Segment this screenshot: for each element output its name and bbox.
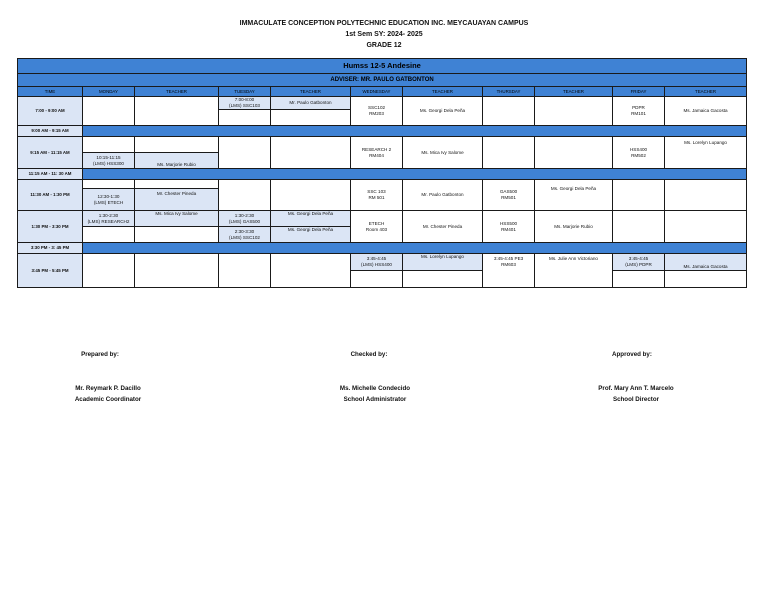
schedule-cell: [613, 211, 665, 243]
break-row: [18, 126, 747, 137]
schedule-cell: 3:45-4:45 (LMS) PDPR: [613, 254, 665, 271]
teacher-cell: Ms. Mica Ivy Salome: [135, 211, 219, 227]
schedule-cell: 7:00-8:00 (LMS) SSC103: [219, 97, 271, 110]
adviser-label: ADVISER: MR. PAULO GATBONTON: [18, 74, 747, 87]
schedule-cell: RESEARCH 2 RM404: [351, 137, 403, 169]
teacher-cell: [135, 180, 219, 189]
schedule-cell: [219, 110, 271, 126]
time-slot: 1:30 PM - 3:30 PM: [18, 211, 83, 243]
col-header: FRIDAY: [613, 87, 665, 97]
signatory-title: Academic Coordinator: [74, 396, 142, 403]
schedule-cell: [83, 227, 135, 243]
col-header: TEACHER: [135, 87, 219, 97]
teacher-cell: Mr. Paulo Gatbonton: [271, 97, 351, 110]
approved-signatory: [546, 385, 726, 403]
teacher-cell: Ms. Lorelyn Lupango: [665, 137, 747, 169]
col-header: TEACHER: [665, 87, 747, 97]
checked-signatory: [285, 385, 465, 403]
table-row: [18, 254, 747, 271]
schedule-cell: 3:45-4:45 (LMS) HSS400: [351, 254, 403, 271]
time-slot: 7:00 - 9:00 AM: [18, 97, 83, 126]
schedule-cell: [83, 254, 135, 288]
schedule-cell: HSS500 RM401: [483, 211, 535, 243]
col-header: TUESDAY: [219, 87, 271, 97]
break-band: [83, 243, 747, 254]
schedule-cell: 12:30-1:30 (LMS) ETECH: [83, 189, 135, 211]
prepared-signatory: [18, 385, 198, 403]
class-schedule-table: [17, 58, 747, 288]
break-band: [83, 169, 747, 180]
teacher-cell: [271, 180, 351, 211]
schedule-cell: 10:15-11:15 (LMS) HSS300: [83, 153, 135, 169]
table-row: [18, 97, 747, 110]
schedule-cell: [483, 97, 535, 126]
column-headers: [18, 87, 747, 97]
teacher-cell: [665, 180, 747, 211]
col-header: WEDNESDAY: [351, 87, 403, 97]
section-title: Humss 12-5 Andesine: [18, 59, 747, 74]
teacher-cell: Ms. Georgi Dela Peña: [535, 180, 613, 211]
schedule-cell: HSS400 RM502: [613, 137, 665, 169]
teacher-cell: Ms. Jamaica Gacosta: [665, 254, 747, 271]
signatory-title: School Director: [612, 396, 660, 403]
break-band: [83, 126, 747, 137]
schedule-cell: [219, 137, 271, 169]
table-row: [18, 137, 747, 153]
grade-label: GRADE 12: [366, 42, 402, 49]
signatory-name: Mr. Reymark P. Dacillo: [75, 385, 141, 392]
col-header: TEACHER: [535, 87, 613, 97]
teacher-cell: Ms. Lorelyn Lupango: [403, 254, 483, 271]
teacher-cell: Ms. Georgi Dela Peña: [271, 227, 351, 243]
teacher-cell: [665, 211, 747, 243]
col-header: TEACHER: [403, 87, 483, 97]
table-row: [18, 180, 747, 189]
signatory-title: School Administrator: [343, 396, 407, 403]
schedule-cell: [83, 180, 135, 189]
schedule-cell: [483, 137, 535, 169]
teacher-cell: [135, 137, 219, 153]
col-header: THURSDAY: [483, 87, 535, 97]
school-name: IMMACULATE CONCEPTION POLYTECHNIC EDUCATION INC. MEYCAUAYAN CAMPUS: [239, 20, 529, 27]
schedule-cell: ETECH Room 403: [351, 211, 403, 243]
semester-label: 1st Sem SY: 2024- 2025: [345, 31, 423, 38]
prepared-by-label: Prepared by:: [81, 351, 119, 358]
time-slot: 9:15 AM - 11:15 AM: [18, 137, 83, 169]
break-row: [18, 243, 747, 254]
teacher-cell: [135, 97, 219, 126]
schedule-cell: GAS500 RM501: [483, 180, 535, 211]
teacher-cell: [665, 271, 747, 288]
schedule-cell: SSC102 RM203: [351, 97, 403, 126]
teacher-cell: Ms. Julie Ann Victoriano: [535, 254, 613, 288]
teacher-cell: Ms. Marjorie Rubio: [535, 211, 613, 243]
signatory-name: Prof. Mary Ann T. Marcelo: [598, 385, 674, 392]
time-slot: 3:30 PM - 3: 45 PM: [18, 243, 83, 254]
table-row: [18, 211, 747, 227]
approved-by-label: Approved by:: [612, 351, 652, 358]
teacher-cell: [403, 271, 483, 288]
schedule-cell: [83, 97, 135, 126]
teacher-cell: [271, 110, 351, 126]
time-slot: 3:45 PM - 5:45 PM: [18, 254, 83, 288]
col-header: TIME: [18, 87, 83, 97]
time-slot: 9:00 AM - 9:15 AM: [18, 126, 83, 137]
checked-by-label: Checked by:: [350, 351, 388, 358]
schedule-cell: [83, 137, 135, 153]
col-header: TEACHER: [271, 87, 351, 97]
schedule-cell: [613, 271, 665, 288]
schedule-cell: 1:30-2:30 (LMS) RESEARCH2: [83, 211, 135, 227]
schedule-cell: [219, 254, 271, 288]
teacher-cell: [135, 254, 219, 288]
teacher-cell: [135, 227, 219, 243]
col-header: MONDAY: [83, 87, 135, 97]
signatory-name: Ms. Michelle Condecido: [339, 385, 411, 392]
time-slot: 11:15 AM - 11: 30 AM: [18, 169, 83, 180]
schedule-cell: [219, 180, 271, 211]
time-slot: 11:30 AM - 1:30 PM: [18, 180, 83, 211]
schedule-cell: PDPR RM101: [613, 97, 665, 126]
teacher-cell: Mr. Chester Pineda: [403, 211, 483, 243]
teacher-cell: Ms. Mica Ivy Salome: [403, 137, 483, 169]
teacher-cell: Ms. Marjorie Rubio: [135, 153, 219, 169]
teacher-cell: [535, 97, 613, 126]
teacher-cell: Ms. Georgi Dela Peña: [403, 97, 483, 126]
break-row: [18, 169, 747, 180]
schedule-cell: [613, 180, 665, 211]
teacher-cell: [271, 254, 351, 288]
teacher-cell: [535, 137, 613, 169]
schedule-cell: 3:45-4:45 PE3 RM603: [483, 254, 535, 288]
teacher-cell: Ms. Georgi Dela Peña: [271, 211, 351, 227]
teacher-cell: Mr. Paulo Gatbonton: [403, 180, 483, 211]
schedule-cell: 2:30-3:30 (LMS) SSC102: [219, 227, 271, 243]
teacher-cell: [271, 137, 351, 169]
schedule-cell: SSC 103 RM 501: [351, 180, 403, 211]
teacher-cell: Mr. Chester Pineda: [135, 189, 219, 211]
teacher-cell: Ms. Jamaica Gacosta: [665, 97, 747, 126]
schedule-cell: 1:30-2:30 (LMS) GAS500: [219, 211, 271, 227]
schedule-cell: [351, 271, 403, 288]
